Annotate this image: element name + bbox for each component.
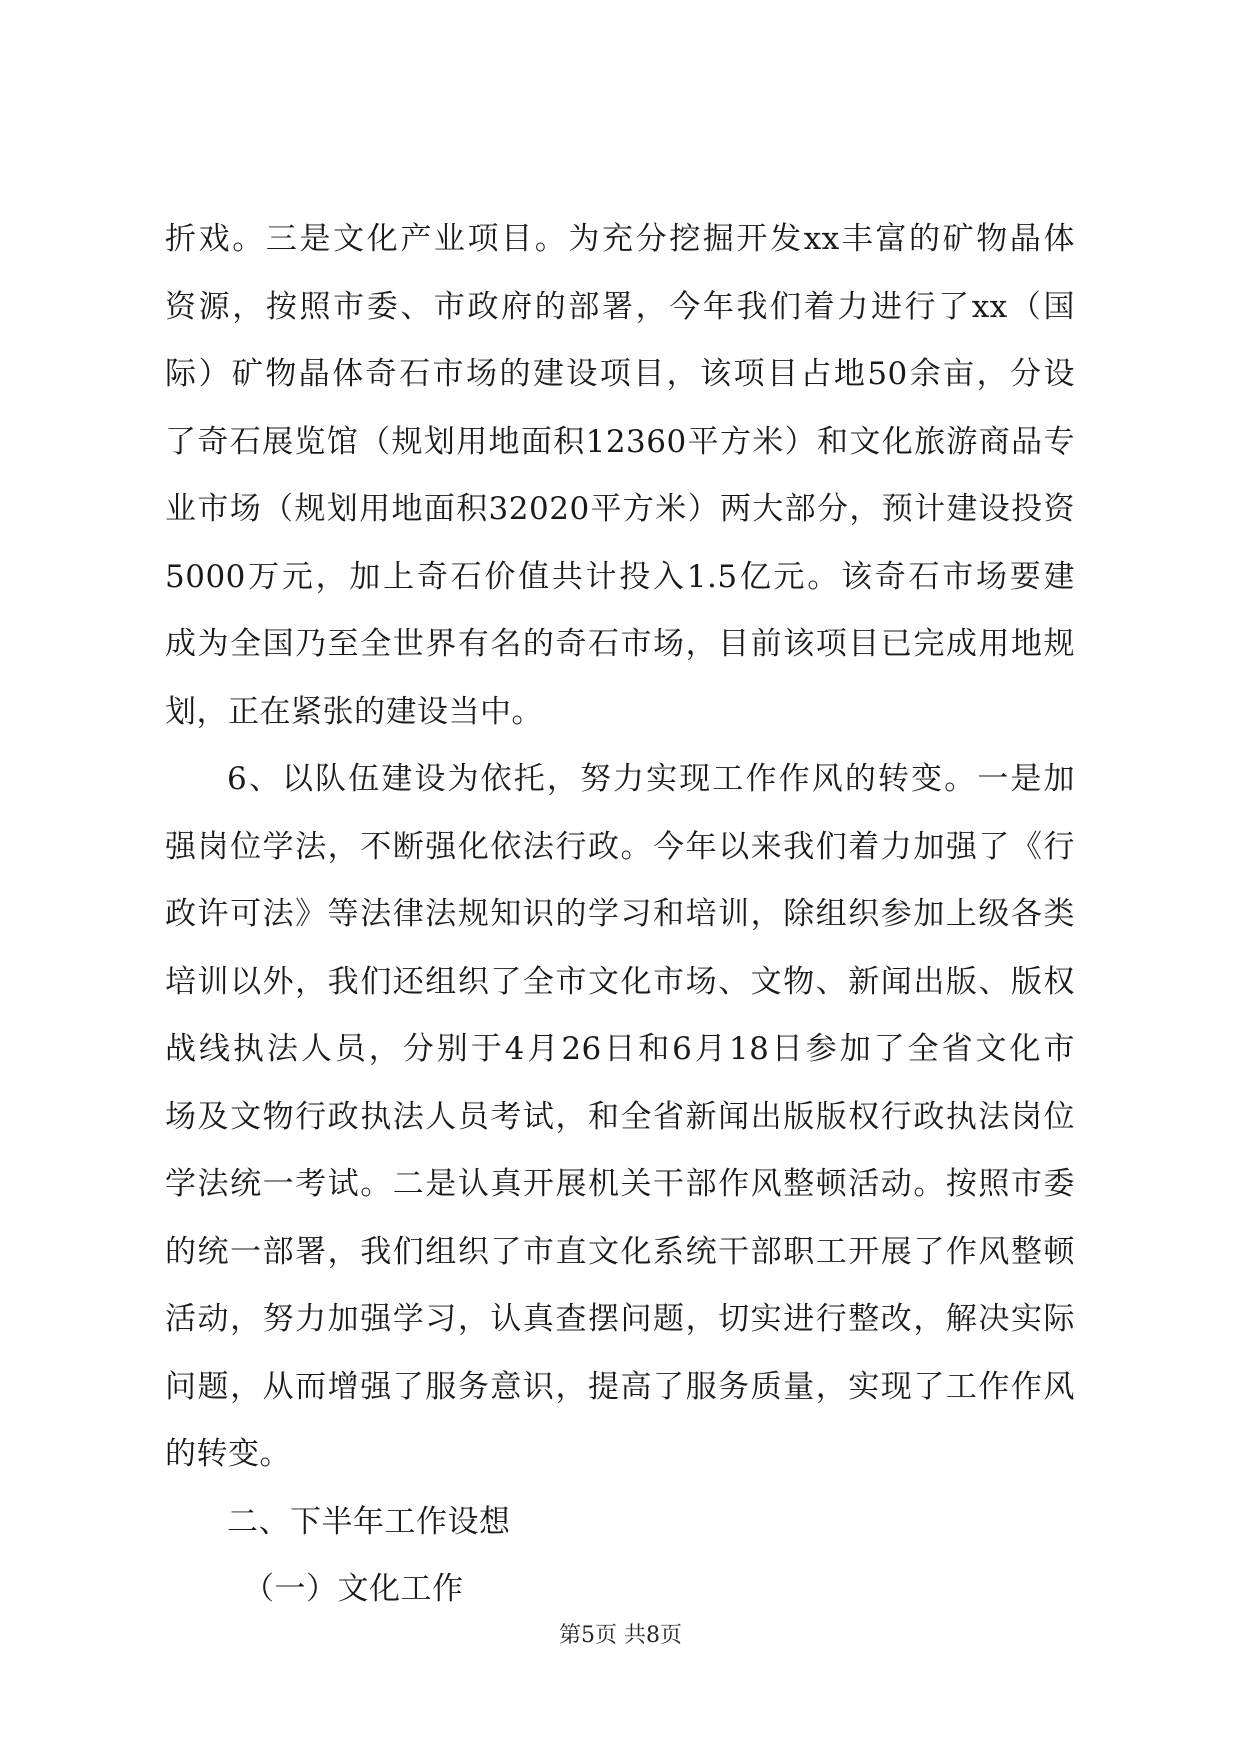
text-line: 际）矿物晶体奇石市场的建设项目，该项目占地50余亩，分设	[165, 356, 1075, 392]
text-line: 场及文物行政执法人员考试，和全省新闻出版版权行政执法岗位	[165, 1098, 1075, 1135]
text-line: 的统一部署，我们组织了市直文化系统干部职工开展了作风整顿	[165, 1233, 1075, 1270]
text-line: 活动，努力加强学习，认真查摆问题，切实进行整改，解决实际	[165, 1301, 1075, 1337]
text-line: 资源，按照市委、市政府的部署，今年我们着力进行了xx（国	[165, 288, 1075, 325]
text-line: 了奇石展览馆（规划用地面积12360平方米）和文化旅游商品专	[165, 423, 1075, 460]
paragraph-heading-line: 6、以队伍建设为依托，努力实现工作作风的转变。一是加	[227, 761, 1075, 797]
page-number: 第5页 共8页	[559, 1623, 682, 1648]
subsection-heading: （一）文化工作	[243, 1571, 464, 1607]
text-line: 业市场（规划用地面积32020平方米）两大部分，预计建设投资	[165, 491, 1075, 527]
text-line: 战线执法人员，分别于4月26日和6月18日参加了全省文化市	[165, 1031, 1075, 1067]
text-line: 划，正在紧张的建设当中。	[165, 693, 543, 730]
text-line: 的转变。	[165, 1436, 291, 1472]
text-line: 5000万元，加上奇石价值共计投入1.5亿元。该奇石市场要建	[165, 558, 1075, 595]
body-text	[165, 206, 1075, 1624]
page-footer	[0, 1618, 1241, 1649]
section-heading: 二、下半年工作设想	[227, 1503, 511, 1540]
text-line: 折戏。三是文化产业项目。为充分挖掘开发xx丰富的矿物晶体	[165, 221, 1075, 257]
text-line: 培训以外，我们还组织了全市文化市场、文物、新闻出版、版权	[165, 963, 1075, 1000]
text-line: 政许可法》等法律法规知识的学习和培训，除组织参加上级各类	[165, 896, 1075, 932]
text-line: 问题，从而增强了服务意识，提高了服务质量，实现了工作作风	[165, 1368, 1075, 1405]
text-line: 成为全国乃至全世界有名的奇石市场，目前该项目已完成用地规	[165, 626, 1075, 662]
text-line: 学法统一考试。二是认真开展机关干部作风整顿活动。按照市委	[165, 1166, 1075, 1202]
text-line: 强岗位学法，不断强化依法行政。今年以来我们着力加强了《行	[165, 828, 1075, 865]
